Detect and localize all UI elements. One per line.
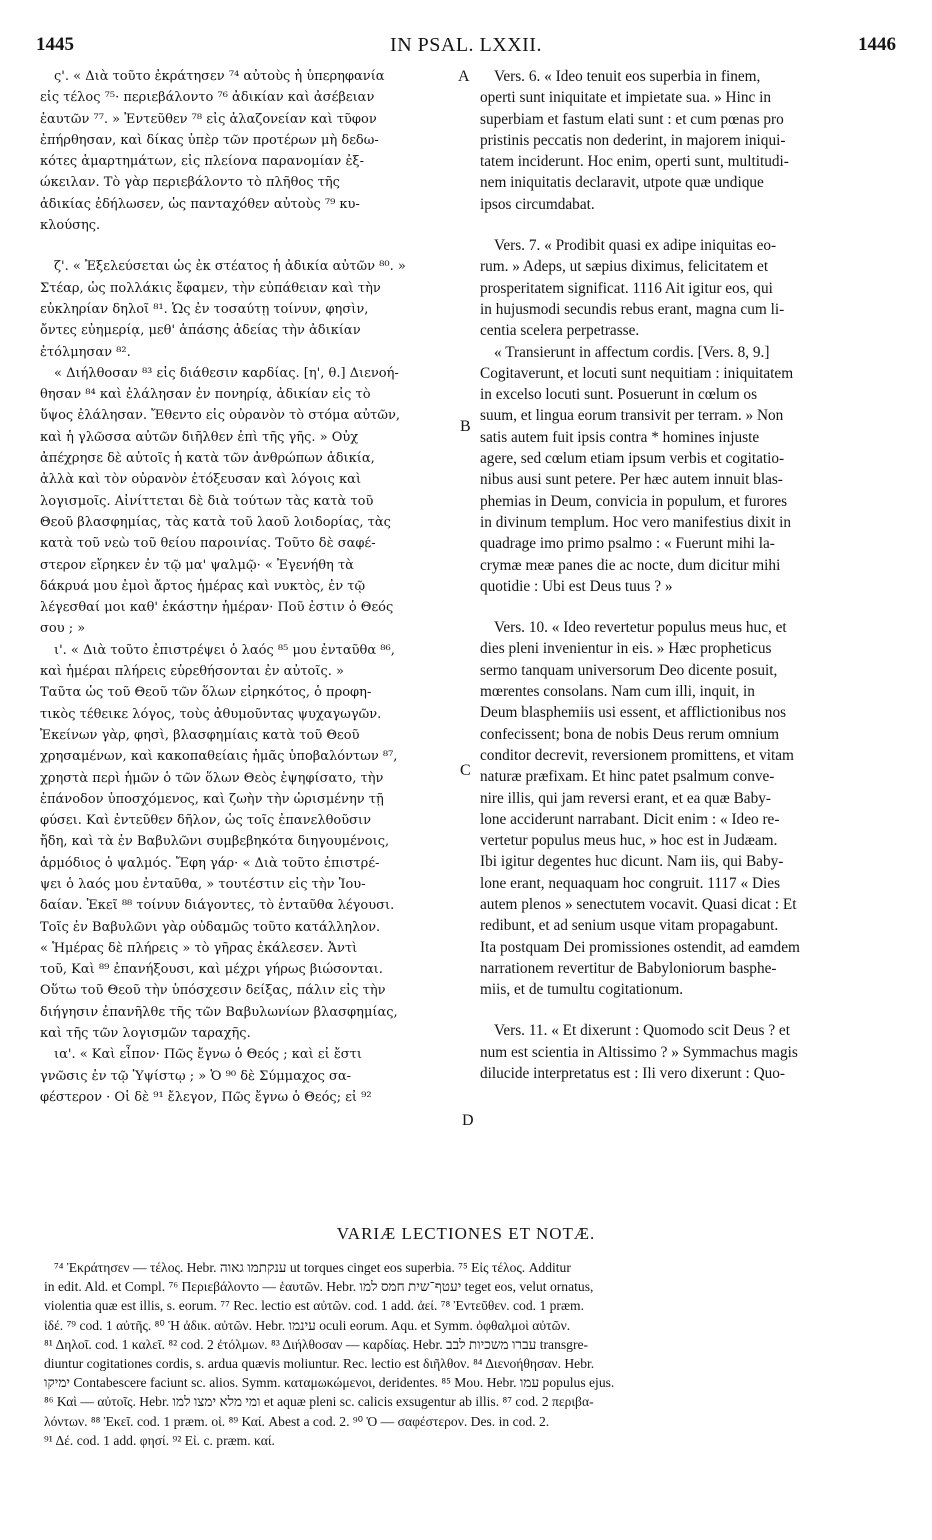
greek-text-line: διήγησιν ἐπανῆλθε τῆς τῶν Βαβυλωνίων βλασφημίας, [40, 1004, 398, 1020]
notes-title: VARIÆ LECTIONES ET NOTÆ. [336, 1224, 596, 1243]
latin-text-line: nem iniquitatis declaravit, utpote quæ undique [480, 174, 764, 192]
greek-text-line: εἰς τέλος ⁷⁵· περιεβάλοντο ⁷⁶ ἀδικίαν καὶ ἀσέβειαν [40, 90, 375, 106]
greek-text-line: καὶ τῆς τῶν λογισμῶν ταραχῆς. [40, 1026, 251, 1042]
latin-text-line: in divinum templum. Hoc vero manifestius dixit in [480, 513, 792, 531]
greek-text-line: φέστερον · Οἱ δὲ ⁹¹ ἔλεγον, Πῶς ἔγνω ὁ Θεός; εἰ ⁹² [40, 1089, 372, 1105]
greek-text-line: ἐπάνοδον ὑποσχόμενος, καὶ ζωὴν τὴν ὡρισμένην τῇ [40, 791, 384, 807]
note-line: ⁹¹ Δέ. cod. 1 add. φησί. ⁹² Εἰ. c. præm. καί. [44, 1432, 275, 1448]
greek-text-line: χρηστὰ περὶ ἡμῶν ὁ τῶν ὅλων Θεὸς ἐψηφίσατο, τὴν [40, 770, 384, 786]
latin-text-line: lone erant, nequaquam hoc congruit. 1117 « Dies [480, 874, 781, 892]
latin-text-line: operti sunt iniquitate et impietate sua. » Hinc in [480, 89, 771, 107]
latin-text-line: Cogitaverunt, et locuti sunt nequitiam : iniquitatem [480, 364, 794, 382]
greek-text-line: ἐπήρθησαν, καὶ δίκας ὑπὲρ τῶν προτέρων μὴ δεδω- [40, 132, 379, 148]
latin-text-line: suum, et lingua eorum transivit per terram. » Non [480, 407, 784, 425]
latin-text-line: redibunt, et ad senium usque vitam propagabunt. [480, 917, 779, 935]
latin-text-line: dilucide interpretatus est : Ili vero dixerunt : Quo- [480, 1065, 786, 1083]
greek-text-line: δαίαν. Ἐκεῖ ⁸⁸ τοίνυν διάγοντες, τὸ ἐνταῦθα λέγουσι. [40, 898, 395, 914]
greek-text-line: Τοῖς ἐν Βαβυλῶνι γὰρ οὐδαμῶς τοῦτο κατάλληλον. [40, 919, 381, 935]
greek-text-line: Ταῦτα ὡς τοῦ Θεοῦ τῶν ὅλων εἰρηκότος, ὁ προφη- [40, 685, 372, 701]
latin-text-line: satis autem fuit ipsis contra * homines injuste [480, 428, 760, 446]
greek-text-line: λέγεσθαί μοι καθ' ἑκάστην ἡμέραν· Ποῦ ἐστιν ὁ Θεός [40, 600, 394, 616]
greek-text-line: ζ'. « Ἐξελεύσεται ὡς ἐκ στέατος ἡ ἀδικία αὐτῶν ⁸⁰. » [54, 259, 406, 275]
latin-text-line: Ibi igitur degentes huc dicunt. Nam iis, qui Baby- [480, 853, 784, 871]
latin-text-spacer [480, 215, 893, 235]
greek-text-line: χρησαμένων, καὶ κακοπαθείαις ἡμᾶς ὑποβαλόντων ⁸⁷, [40, 749, 398, 765]
latin-text-line: num est scientia in Altissimo ? » Symmachus magis [480, 1043, 798, 1061]
latin-text-line: Vers. 10. « Ideo revertetur populus meus huc, et [494, 619, 787, 637]
latin-text-line: Vers. 11. « Et dixerunt : Quomodo scit Deus ? et [494, 1022, 790, 1040]
latin-text-line: rum. » Adeps, ut sæpius diximus, felicitatem et [480, 258, 769, 276]
note-line: ימיקו Contabescere faciunt sc. alios. Symm. καταμωκώμενοι, deridentes. ⁸⁵ Μου. Hebr. עמו populus ejus. [44, 1375, 615, 1391]
latin-text-line: autem plenos » senectutem vocavit. Quasi dicat : Et [480, 895, 797, 913]
latin-text-line: narrationem revertitur de Babyloniorum basphe- [480, 959, 777, 977]
latin-text-line: naturæ præfixam. Et hinc patet psalmum conve- [480, 768, 775, 786]
greek-text-line: κότες ἁμαρτημάτων, εἰς πλείονα παρανομίαν ἐξ- [40, 154, 364, 170]
greek-text-line: στερον εἴρηκεν ἐν τῷ μα' ψαλμῷ· « Ἐγενήθη τὰ [40, 557, 354, 573]
greek-text-line: τοῦ, Καὶ ⁸⁹ ἐπανήξουσι, καὶ μέχρι γήρως βιώσονται. [40, 962, 383, 978]
greek-text-line: δάκρυά μου ἐμοὶ ἄρτος ἡμέρας καὶ νυκτὸς, ἐν τῷ [40, 578, 366, 594]
latin-text-line: prosperitatem significat. 1116 Ait igitur eos, qui [480, 279, 773, 297]
variant-readings-notes [44, 1258, 894, 1450]
latin-text-line: Deum blasphemiis usi essent, et afflictionibus nos [480, 704, 787, 722]
page-number-left: 1445 [36, 34, 74, 55]
latin-text-line: conditor decrevit, reversionem promittens, et vitam [480, 746, 794, 764]
greek-text-line: ἤδη, καὶ τὰ ἐν Βαβυλῶνι συμβεβηκότα διηγουμένοις, [40, 834, 390, 850]
greek-text-line: λογισμοῖς. Αἰνίττεται δὲ διὰ τούτων τὰς κατὰ τοῦ [40, 493, 374, 509]
latin-text-line: superbiam et fastum elati sunt : et cum pœnas pro [480, 110, 784, 128]
latin-text-line: centia scelera perpetrasse. [480, 322, 640, 340]
note-line: violentia quæ est illis, s. eorum. ⁷⁷ Rec. lectio est αὐτῶν. cod. 1 add. ἀεί. ⁷⁸ Ἐντεῦθεν. cod. 1 præm. [44, 1298, 584, 1314]
margin-letter-d: D [462, 1112, 474, 1129]
latin-text-line: sermo tanquam universorum Deo dicente posuit, [480, 661, 778, 679]
greek-text-line: ἐτόλμησαν ⁸². [40, 344, 131, 360]
greek-text-line: ς'. « Διὰ τοῦτο ἐκράτησεν ⁷⁴ αὐτοὺς ἡ ὑπερηφανία [54, 69, 385, 84]
note-line: in edit. Ald. et Compl. ⁷⁶ Περιεβάλοντο — ἑαυτῶν. Hebr. יעטף־שית חמס למו teget eos, velut ornatus, [44, 1279, 594, 1295]
note-line: diuntur cogitationes cordis, s. ardua quævis moliuntur. Rec. lectio est διῆλθον. ⁸⁴ Διενοήθησαν. Hebr. [44, 1355, 595, 1371]
greek-text-line: ἁρμόδιος ὁ ψαλμός. Ἔφη γάρ· « Διὰ τοῦτο ἐπιστρέ- [40, 855, 380, 871]
page-number-right: 1446 [858, 34, 896, 55]
greek-text-line: κλούσης. [40, 218, 101, 234]
latin-text-line: Vers. 6. « Ideo tenuit eos superbia in finem, [494, 68, 761, 85]
latin-text-line: agere, sed cœlum etiam ipsum verbis et cogitatio- [480, 450, 785, 468]
latin-text-line: tatem inciderunt. Hoc enim, operti sunt, multitudi- [480, 153, 789, 171]
greek-text-line: θησαν ⁸⁴ καὶ ἐλάλησαν ἐν πονηρίᾳ, ἀδικίαν εἰς τὸ [40, 387, 371, 403]
greek-text-line: Οὕτω τοῦ Θεοῦ τὴν ὑπόσχεσιν δείξας, πάλιν εἰς τὴν [40, 983, 386, 999]
note-line: ⁷⁴ Ἐκράτησεν — τέλος. Hebr. ענקתמו גאוה ut torques cinget eos superbia. ⁷⁵ Εἰς τέλος. Additur [54, 1260, 571, 1275]
greek-text-line: φύσει. Καὶ ἐντεῦθεν δῆλον, ὡς τοῖς ἐπανελθοῦσιν [40, 813, 371, 829]
latin-text-line: lone acciderunt narrabant. Dicit enim : « Ideo re- [480, 810, 780, 828]
latin-text-line: crymæ meæ panes die ac nocte, dum dicitur mihi [480, 556, 781, 574]
latin-text-line: quadrage imo primo psalmo : « Fuerunt mihi la- [480, 535, 775, 553]
greek-text-line: Στέαρ, ὡς πολλάκις ἔφαμεν, τὴν εὐπάθειαν καὶ τὴν [40, 280, 381, 296]
latin-text-line: pristinis peccatis non dederint, in majorem iniqui- [480, 131, 786, 149]
note-line: λόντων. ⁸⁸ Ἐκεῖ. cod. 1 præm. οἱ. ⁸⁹ Καί. Abest a cod. 2. ⁹⁰ Ὁ — σαφέστερον. Des. in cod. 2. [44, 1413, 550, 1429]
greek-text-spacer [40, 236, 454, 256]
margin-letter-c: C [460, 762, 471, 779]
greek-text-line: ώκειλαν. Τὸ γὰρ περιεβάλοντο τὸ πλῆθος τῆς [40, 175, 340, 191]
greek-text-line: Ἐκείνων γὰρ, φησὶ, βλασφημίαις κατὰ τοῦ Θεοῦ [40, 727, 360, 743]
margin-letter-b: B [460, 418, 471, 435]
greek-text-line: τικὸς τέθεικε λόγος, τοὺς ἀθυμοῦντας ψυχαγωγῶν. [40, 706, 382, 722]
greek-text-line: ἀπέχρησε δὲ αὐτοῖς ἡ κατὰ τῶν ἀνθρώπων ἀδικία, [40, 451, 375, 467]
greek-column [40, 66, 454, 1108]
latin-text-line: dies pleni invenientur in eis. » Hæc propheticus [480, 640, 772, 658]
latin-text-line: ipsos circumdabat. [480, 195, 595, 213]
greek-text-line: « Ἡμέρας δὲ πλήρεις » τὸ γῆρας ἐκάλεσεν. Ἀντὶ [40, 940, 358, 956]
greek-text-line: ψει ὁ λαός μου ἐνταῦθα, » τουτέστιν εἰς τὴν Ἰου- [40, 876, 366, 892]
latin-text-line: phemias in Deum, convicia in populum, et furores [480, 492, 788, 510]
greek-text-line: ἑαυτῶν ⁷⁷. » Ἐντεῦθεν ⁷⁸ εἰς ἀλαζονείαν καὶ τῦφον [40, 111, 377, 127]
latin-text-line: Vers. 7. « Prodibit quasi ex adipe iniquitas eo- [494, 237, 777, 255]
latin-text-line: confecissent; bona de nobis Deus rerum omnium [480, 725, 780, 743]
greek-text-line: ὕψος ἐλάλησαν. Ἔθεντο εἰς οὐρανὸν τὸ στόμα αὐτῶν, [40, 408, 400, 424]
latin-text-spacer [480, 1000, 893, 1020]
note-line: ἰδέ. ⁷⁹ cod. 1 αὐτῆς. ⁸⁰ Ἡ ἀδικ. αὐτῶν. Hebr. עינמו oculi eorum. Aqu. et Symm. ὀφθαλμοὶ αὐτῶν. [44, 1317, 571, 1333]
greek-text-line: ἀδικίας ἐδήλωσεν, ὡς πανταχόθεν αὐτοὺς ⁷⁹ κυ- [40, 196, 360, 212]
greek-text-line: « Διήλθοσαν ⁸³ εἰς διάθεσιν καρδίας. [η', θ.] Διενοή- [54, 365, 399, 381]
latin-text-line: in hujusmodi secundis rebus erant, magna cum li- [480, 300, 785, 318]
latin-text-line: nibus ausi sunt petere. Per hæc autem innuit blas- [480, 471, 783, 489]
greek-text-line: ἀλλὰ καὶ τὸν οὐρανὸν ἐτόξευσαν καὶ λόγοις καὶ [40, 472, 362, 488]
greek-text-line: ια'. « Καὶ εἶπον· Πῶς ἔγνω ὁ Θεός ; καὶ εἰ ἔστι [54, 1047, 362, 1063]
greek-text-line: γνῶσις ἐν τῷ Ὑψίστῳ ; » Ὁ ⁹⁰ δὲ Σύμμαχος σα- [40, 1068, 352, 1084]
greek-text-line: ι'. « Διὰ τοῦτο ἐπιστρέψει ὁ λαός ⁸⁵ μου ἐνταῦθα ⁸⁶, [54, 642, 395, 658]
latin-text-line: Ita postquam Dei promissiones ostendit, ad eamdem [480, 938, 800, 956]
running-title: IN PSAL. LXXII. [390, 34, 542, 56]
greek-text-line: καὶ ἡ γλῶσσα αὐτῶν διῆλθεν ἐπὶ τῆς γῆς. » Οὐχ [40, 429, 359, 445]
margin-letter-a: A [458, 68, 470, 85]
latin-text-spacer [480, 597, 893, 617]
latin-text-line: « Transierunt in affectum cordis. [Vers. 8, 9.] [494, 343, 770, 361]
latin-text-line: nire illis, qui jam reversi erant, et ea quæ Baby- [480, 789, 771, 807]
latin-text-line: miis, et de tumultu cogitationum. [480, 981, 684, 999]
note-line: ⁸⁶ Καὶ — αὐτοῖς. Hebr. ומי מלא ימצו למו et aquæ pleni sc. calicis exsugentur ab illis. ⁸⁷ cod. 2 περιβα- [44, 1394, 594, 1410]
note-line: ⁸¹ Δηλοῖ. cod. 1 καλεῖ. ⁸² cod. 2 ἐτόλμων. ⁸³ Διήλθοσαν — καρδίας. Hebr. עברו משכיות לבב transgre- [44, 1336, 589, 1352]
page-header [36, 34, 896, 60]
greek-text-line: σου ; » [40, 621, 86, 637]
greek-text-line: καὶ ἡμέραι πλήρεις εὑρεθήσονται ἐν αὐτοῖς. » [40, 664, 344, 680]
greek-text-line: ὄντες εὐημερίᾳ, μεθ' ἁπάσης ἀδείας τὴν ἀδικίαν [40, 323, 361, 339]
latin-text-line: in excelso locuti sunt. Posuerunt in cœlum os [480, 386, 758, 404]
greek-text-line: Θεοῦ βλασφημίας, τὰς κατὰ τοῦ λαοῦ λοιδορίας, τὰς [40, 514, 391, 530]
greek-text-line: κατὰ τοῦ νεὼ τοῦ θείου παροινίας. Τοῦτο δὲ σαφέ- [40, 536, 376, 552]
latin-column [480, 66, 893, 1084]
latin-text-line: vertetur populus meus huc, » hoc est in Judæam. [480, 832, 778, 850]
latin-text-line: quotidie : Ubi est Deus tuus ? » [480, 577, 673, 595]
greek-text-line: εὐκληρίαν δηλοῖ ⁸¹. Ὡς ἐν τοσαύτῃ τοίνυν, φησὶν, [40, 301, 369, 317]
latin-text-line: mœrentes consolans. Nam cum illi, inquit, in [480, 683, 755, 701]
